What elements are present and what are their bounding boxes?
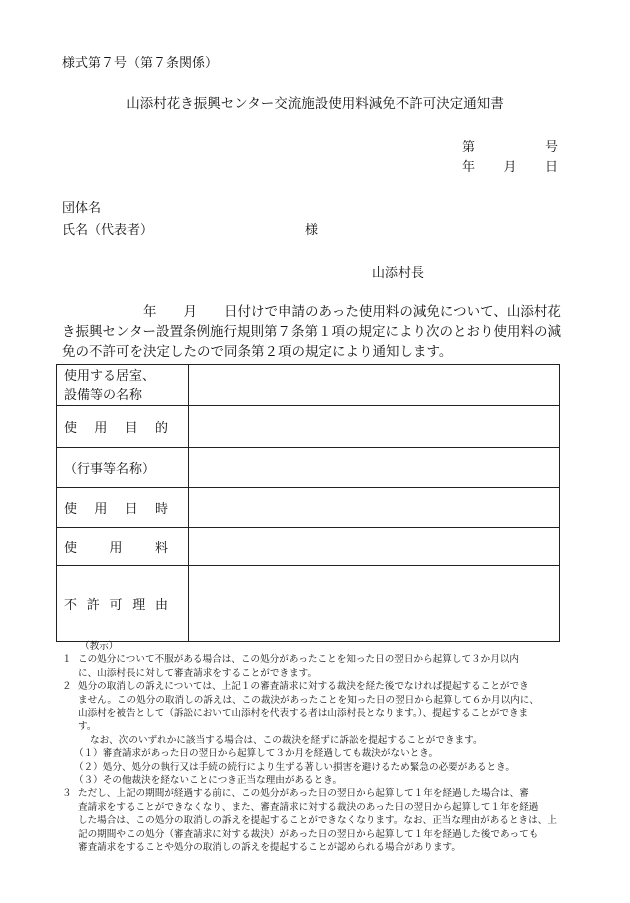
denial-reason-value-cell[interactable] <box>189 566 560 642</box>
date-month: 月 <box>503 160 517 175</box>
note-item-3 <box>62 787 562 854</box>
note-sub-item: （２）処分、処分の執行又は手続の続行により生ずる著しい損害を避けるため緊急の必要があるとき。 <box>74 761 515 773</box>
note-sub-item: （３）その他裁決を経ないことにつき正当な理由があるとき。 <box>74 775 343 787</box>
doc-number-suffix: 号 <box>544 140 558 155</box>
note-sub-item: （１）審査請求があった日の翌日から起算して３か月を経過しても裁決がないとき。 <box>74 748 439 760</box>
note-line: 査請求をすることができなくなり、また、審査請求に対する裁決のあった日の翌日から起算して１年を経過 <box>78 801 539 813</box>
recipient-name-label: 氏名（代表者） <box>62 223 154 238</box>
event-name-value-cell[interactable] <box>189 448 560 488</box>
table-row-reason <box>57 566 560 642</box>
facility-label <box>57 365 189 406</box>
body-line: 年 月 日付けで申請のあった使用料の減免について、山添村花 <box>62 304 561 320</box>
note-item-2-exception: なお、次のいずれかに該当する場合は、この裁決を経ずに訴訟を提起することができます。 <box>90 734 483 746</box>
facility-value-cell[interactable] <box>189 365 560 406</box>
note-number: ２ <box>62 681 72 693</box>
note-line: ただし、上記の期間が経過する前に、この処分があった日の翌日から起算して１年を経過した場合は、審 <box>78 788 529 800</box>
doc-number-prefix: 第 <box>462 140 476 155</box>
note-item-2 <box>62 680 562 734</box>
note-line: した場合は、この処分の取消しの訴えを提起することができなくなります。なお、正当な理由があるときは、上 <box>78 815 557 827</box>
denial-reason-label: 不 許 可 理 由 <box>57 566 189 642</box>
body-line: 免の不許可を決定したので同条第２項の規定により通知します。 <box>62 344 453 360</box>
document-number-field <box>462 136 558 155</box>
sender-name: 山添村長 <box>372 266 425 281</box>
recipient-group-label: 団体名 <box>62 201 102 216</box>
date-day: 日 <box>544 160 558 175</box>
note-line: す。 <box>78 721 97 733</box>
note-line: に、山添村長に対して審査請求をすることができます。 <box>78 667 318 679</box>
datetime-label: 使 用 日 時 <box>57 488 189 528</box>
note-line: ません。この処分の取消しの訴えは、この裁決があったことを知った日の翌日から起算して６か月以内に、 <box>78 694 539 706</box>
note-item-1 <box>62 653 562 680</box>
table-row-fee <box>57 528 560 566</box>
facility-label-line2: 設備等の名称 <box>64 388 143 403</box>
recipient-honorific: 様 <box>305 223 319 238</box>
table-row-purpose <box>57 406 560 448</box>
event-name-label: （行事等名称） <box>57 448 189 488</box>
note-line: 記の期間やこの処分（審査請求に対する裁決）があった日の翌日から起算して１年を経過した後であっても <box>78 828 539 840</box>
facility-label-line1: 使用する居室、 <box>64 369 156 384</box>
note-line: 審査請求をすることや処分の取消しの訴えを提起することが認められる場合があります。 <box>78 842 461 854</box>
form-number: 様式第７号（第７条関係） <box>62 56 219 71</box>
details-table <box>56 364 560 642</box>
document-date-field <box>462 156 558 175</box>
datetime-value-cell[interactable] <box>189 488 560 528</box>
notice-body <box>62 302 567 362</box>
table-row-facility <box>57 365 560 406</box>
table-row-datetime <box>57 488 560 528</box>
note-line: 処分の取消しの訴えについては、上記１の審査請求に対する裁決を経た後でなければ提起することができ <box>78 681 529 693</box>
instruction-notes <box>62 640 562 855</box>
purpose-value-cell[interactable] <box>189 406 560 448</box>
note-number: ３ <box>62 788 72 800</box>
notes-heading: （教示） <box>80 641 119 652</box>
note-line: この処分について不服がある場合は、この処分があったことを知った日の翌日から起算して３か月以内 <box>78 654 520 666</box>
date-year: 年 <box>462 160 476 175</box>
body-line: き振興センター設置条例施行規則第７条第１項の規定により次のとおり使用料の減 <box>62 324 561 340</box>
fee-label: 使 用 料 <box>57 528 189 566</box>
note-line: 山添村を被告として（訴訟において山添村を代表する者は山添村長となります。）、提起することができま <box>78 708 529 720</box>
note-number: １ <box>62 654 72 666</box>
table-row-event <box>57 448 560 488</box>
fee-value-cell[interactable] <box>189 528 560 566</box>
document-title: 山添村花き振興センター交流施設使用料減免不許可決定通知書 <box>126 96 504 112</box>
purpose-label: 使 用 目 的 <box>57 406 189 448</box>
